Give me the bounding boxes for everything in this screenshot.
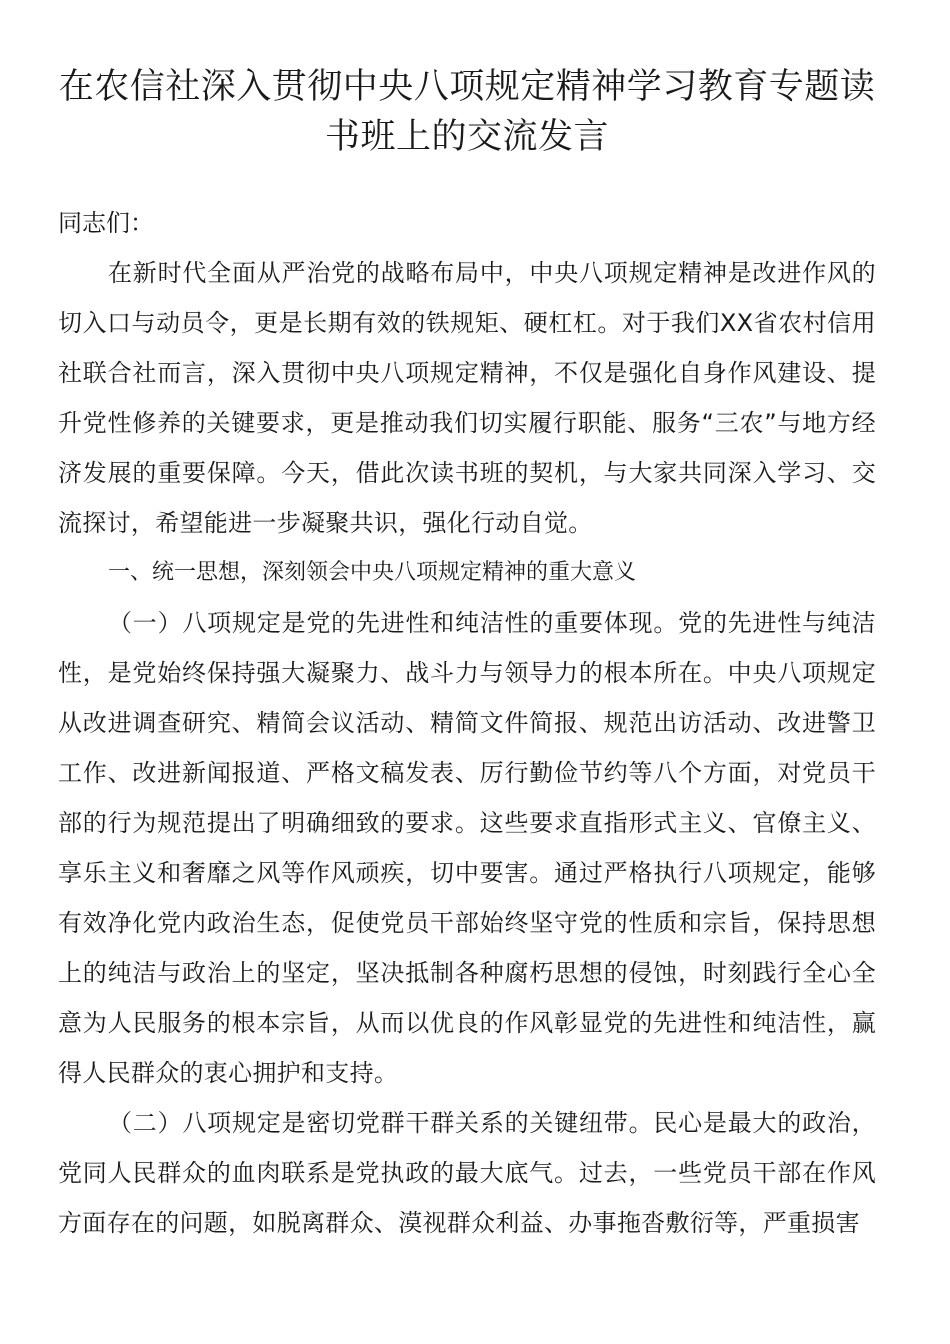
body-paragraph: （二）八项规定是密切党群干群关系的关键纽带。民心是最大的政治，党同人民群众的血肉联系是党执政的最大底气。过去，一些党员干部在作风方面存在的问题，如脱离群众、漠视群众利益、办事拖沓敷衍等，严重损害	[58, 1109, 876, 1237]
body-paragraph: （一）八项规定是党的先进性和纯洁性的重要体现。党的先进性与纯洁性，是党始终保持强大凝聚力、战斗力与领导力的根本所在。中央八项规定从改进调查研究、精简会议活动、精简文件简报、规范出访活动、改进警卫工作、改进新闻报道、严格文稿发表、厉行勤俭节约等八个方面，对党员干部的行为规范提出了明确细致的要求。这些要求直指形式主义、官僚主义、享乐主义和奢靡之风等作风顽疾，切中要害。通过严格执行八项规定，能够有效净化党内政治生态，促使党员干部始终坚守党的性质和宗旨，保持思想上的纯洁与政治上的坚定，坚决抵制各种腐朽思想的侵蚀，时刻践行全心全意为人民服务的根本宗旨，从而以优良的作风彰显党的先进性和纯洁性，赢得人民群众的衷心拥护和支持。	[58, 609, 876, 1087]
document-page	[58, 62, 876, 1248]
document-title: 在农信社深入贯彻中央八项规定精神学习教育专题读书班上的交流发言	[58, 67, 876, 157]
section-heading: 一、统一思想，深刻领会中央八项规定精神的重大意义	[108, 560, 637, 585]
greeting: 同志们：	[58, 209, 154, 237]
body-paragraph: 在新时代全面从严治党的战略布局中，中央八项规定精神是改进作风的切入口与动员令，更是长期有效的铁规矩、硬杠杠。对于我们XX省农村信用社联合社而言，深入贯彻中央八项规定精神，不仅是强化自身作风建设、提升党性修养的关键要求，更是推动我们切实履行职能、服务“三农”与地方经济发展的重要保障。今天，借此次读书班的契机，与大家共同深入学习、交流探讨，希望能进一步凝聚共识，强化行动自觉。	[58, 259, 876, 537]
